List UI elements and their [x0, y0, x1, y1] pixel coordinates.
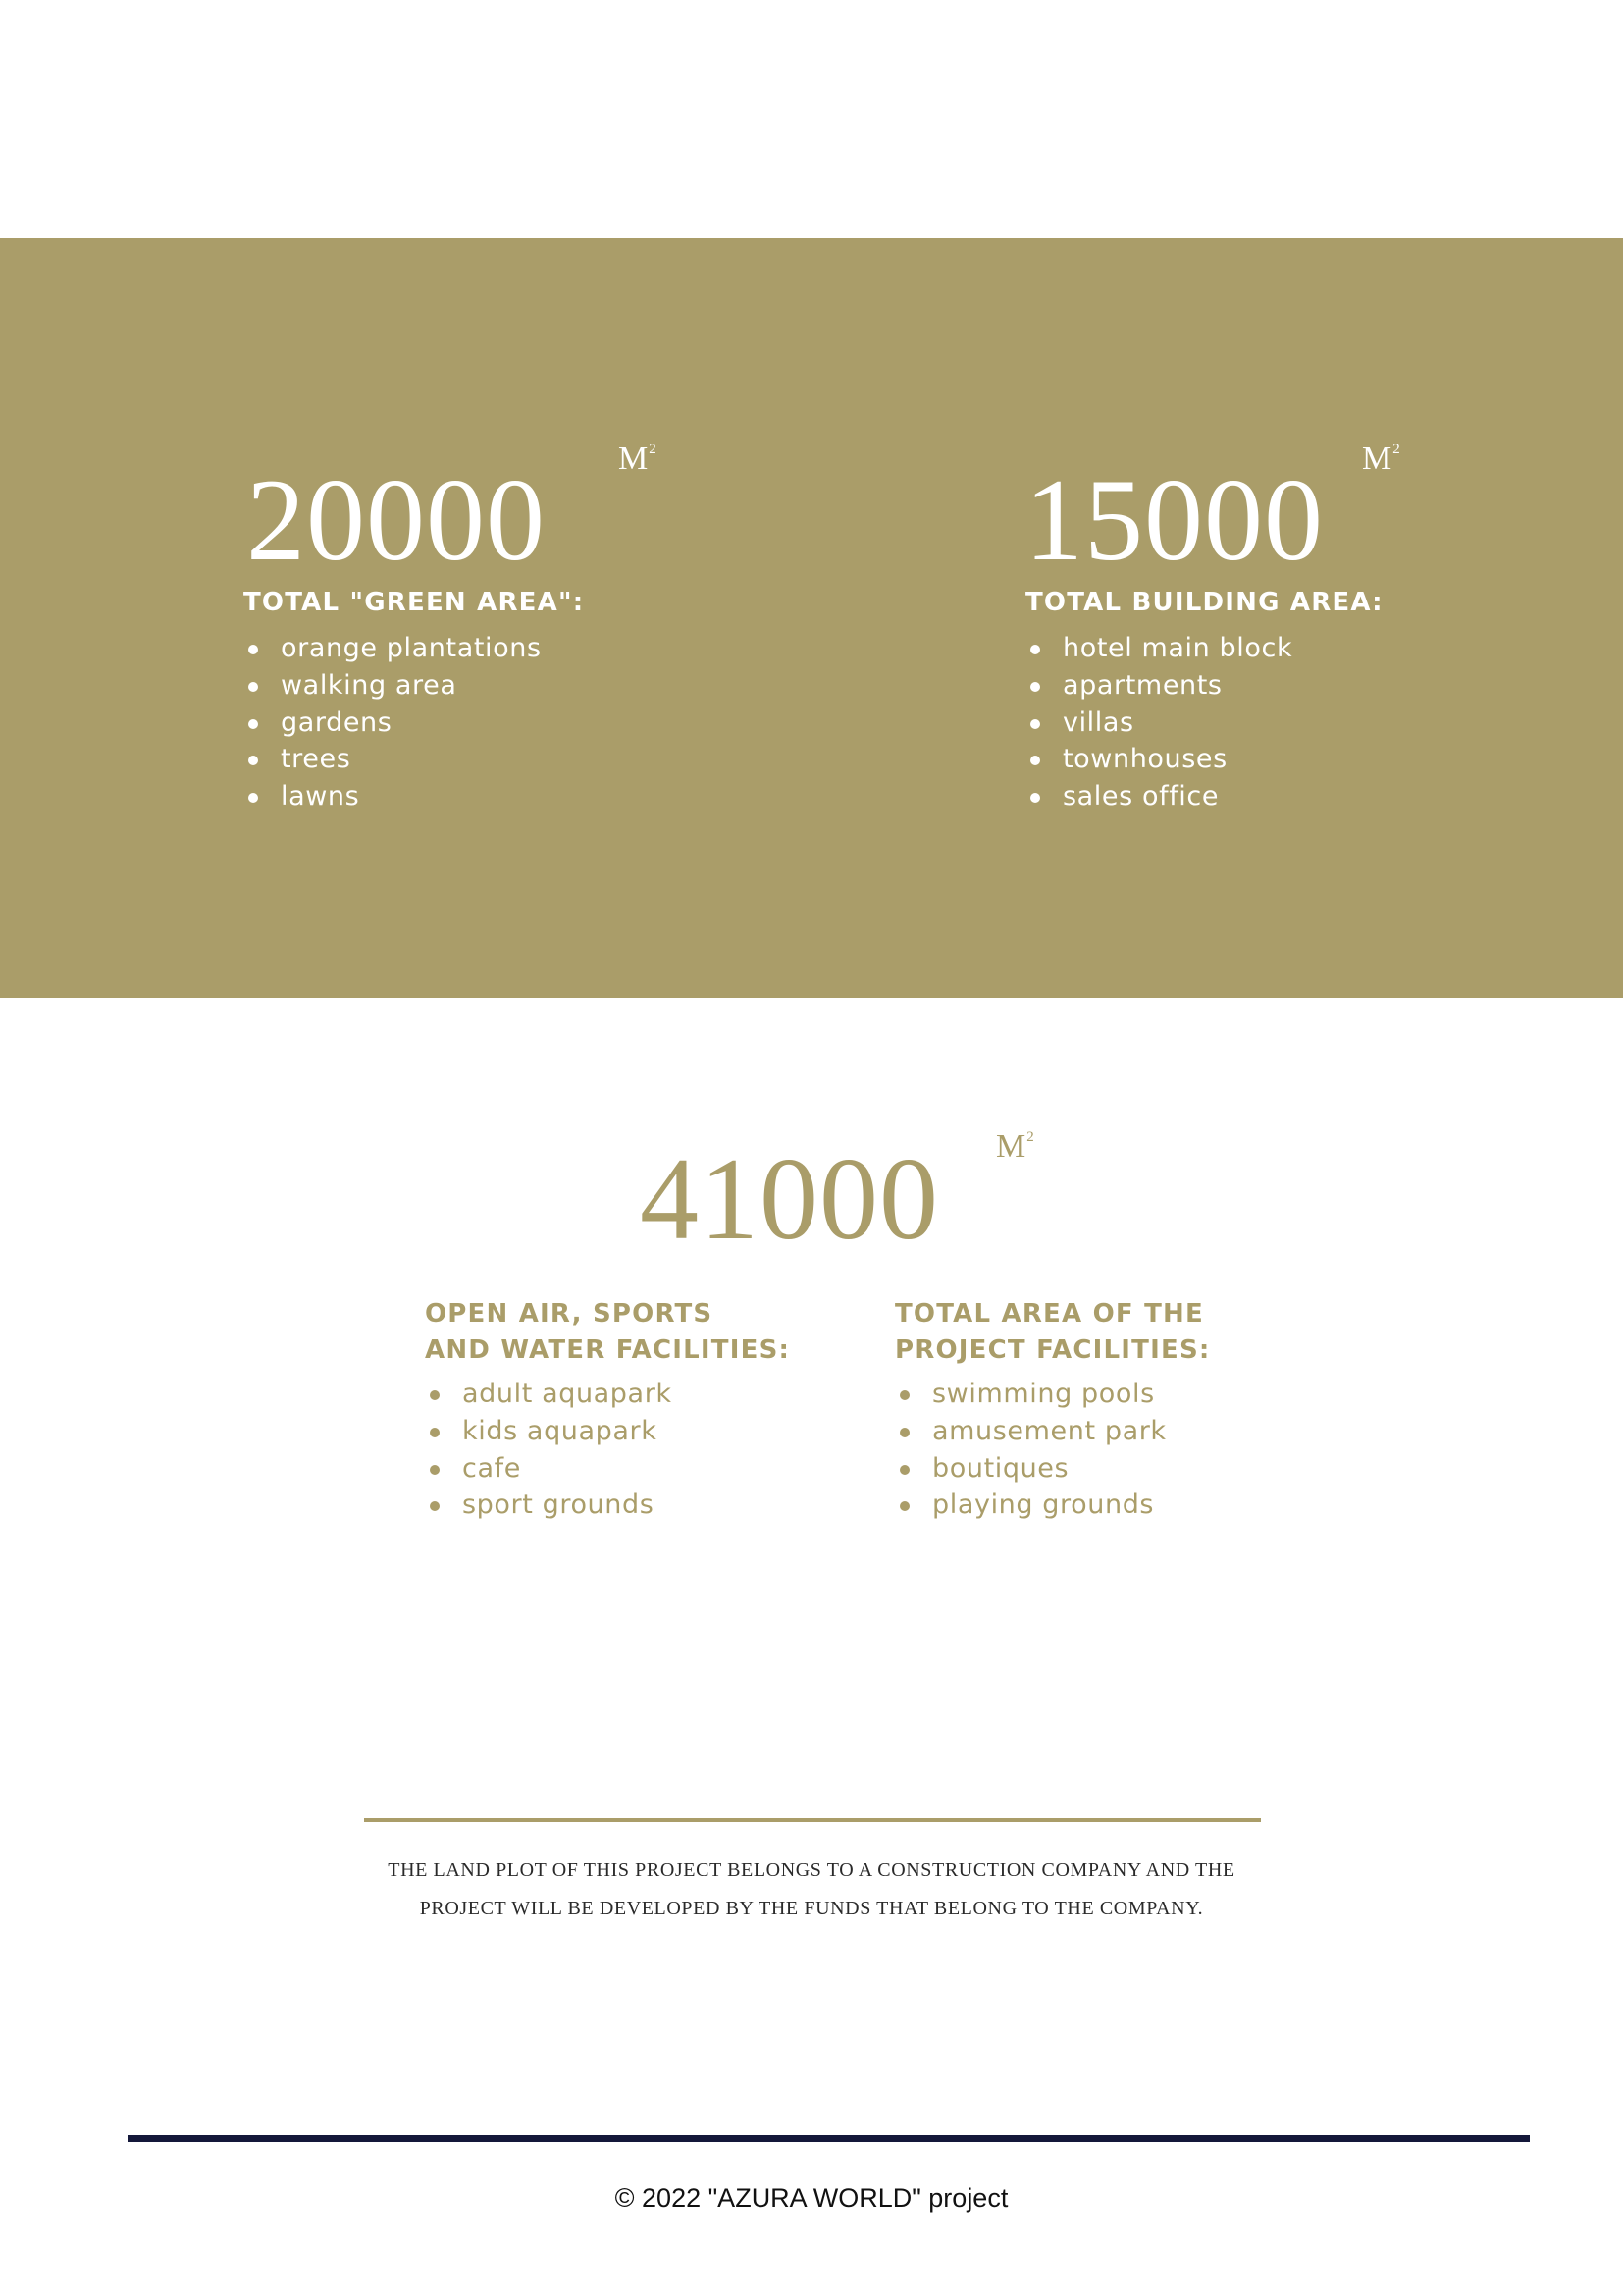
- building-area-unit-letter: M: [1362, 441, 1392, 477]
- project-facilities-heading-line1: TOTAL AREA OF THE: [895, 1299, 1204, 1329]
- total-area-unit-exponent: 2: [1026, 1129, 1034, 1145]
- statement-line2: PROJECT WILL BE DEVELOPED BY THE FUNDS THAT BELONG TO THE COMPANY.: [419, 1898, 1204, 1919]
- list-item: townhouses: [1025, 741, 1292, 778]
- statement-line1: THE LAND PLOT OF THIS PROJECT BELONGS TO A CONSTRUCTION COMPANY AND THE: [388, 1859, 1235, 1881]
- green-area-value: 20000: [246, 454, 546, 585]
- list-item: adult aquapark: [425, 1376, 672, 1413]
- list-item: playing grounds: [895, 1487, 1167, 1524]
- list-item: lawns: [243, 778, 542, 815]
- open-air-heading: [425, 1296, 790, 1369]
- list-item: apartments: [1025, 667, 1292, 704]
- green-area-heading: TOTAL "GREEN AREA":: [243, 588, 585, 617]
- list-item: kids aquapark: [425, 1413, 672, 1450]
- list-item: swimming pools: [895, 1376, 1167, 1413]
- footer-copyright: © 2022 "AZURA WORLD" project: [614, 2183, 1009, 2213]
- building-area-unit-exponent: 2: [1392, 442, 1400, 457]
- list-item: villas: [1025, 704, 1292, 742]
- list-item: sales office: [1025, 778, 1292, 815]
- project-facilities-heading-line2: PROJECT FACILITIES:: [895, 1335, 1211, 1365]
- list-item: orange plantations: [243, 630, 542, 667]
- project-facilities-list: [895, 1376, 1167, 1524]
- building-area-value: 15000: [1024, 454, 1324, 585]
- project-facilities-heading: [895, 1296, 1210, 1369]
- list-item: trees: [243, 741, 542, 778]
- list-item: walking area: [243, 667, 542, 704]
- footer-divider: [128, 2135, 1530, 2142]
- gold-divider: [364, 1818, 1261, 1822]
- green-area-unit-exponent: 2: [649, 442, 656, 457]
- open-air-heading-line2: AND WATER FACILITIES:: [425, 1335, 791, 1365]
- list-item: hotel main block: [1025, 630, 1292, 667]
- green-area-unit-letter: M: [618, 441, 649, 477]
- list-item: boutiques: [895, 1450, 1167, 1487]
- building-area-heading: TOTAL BUILDING AREA:: [1025, 588, 1384, 617]
- total-area-unit: [996, 1128, 1034, 1166]
- building-area-unit: [1362, 441, 1400, 478]
- list-item: cafe: [425, 1450, 672, 1487]
- green-area-list: [243, 630, 542, 815]
- total-area-unit-letter: M: [996, 1128, 1026, 1165]
- open-air-list: [425, 1376, 672, 1524]
- list-item: sport grounds: [425, 1487, 672, 1524]
- building-area-list: [1025, 630, 1292, 815]
- green-area-unit: [618, 441, 656, 478]
- ownership-statement: [294, 1852, 1329, 1928]
- list-item: amusement park: [895, 1413, 1167, 1450]
- list-item: gardens: [243, 704, 542, 742]
- open-air-heading-line1: OPEN AIR, SPORTS: [425, 1299, 713, 1329]
- total-area-value: 41000: [640, 1133, 939, 1264]
